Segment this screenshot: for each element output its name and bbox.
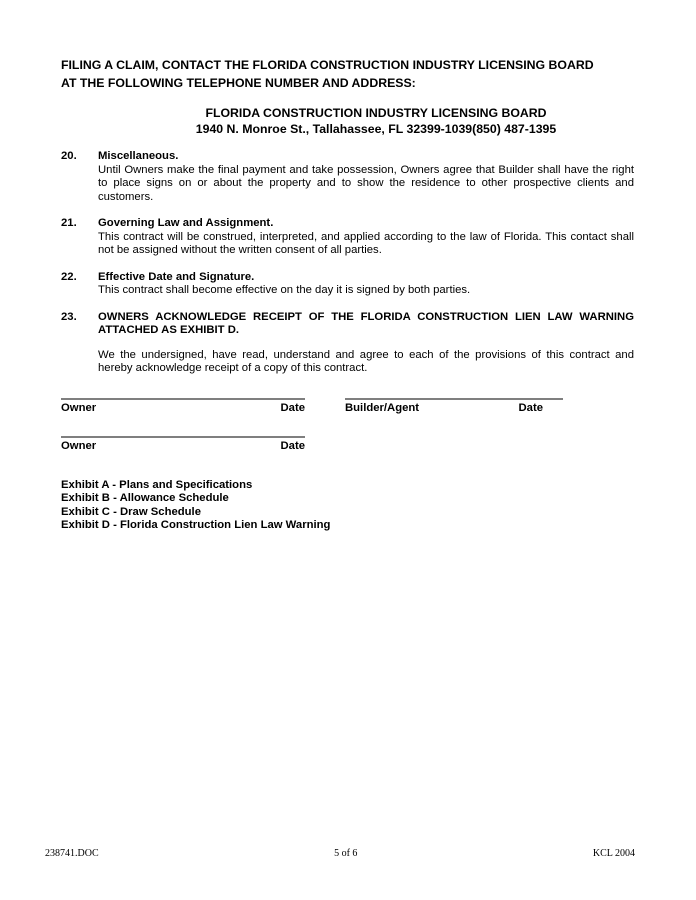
section-title: Effective Date and Signature. — [98, 270, 255, 283]
section-body: This contract shall become effective on the day it is signed by both parties. — [98, 284, 471, 296]
signature-row-2 — [61, 436, 634, 454]
section-text — [98, 311, 634, 338]
owner1-name-label: Owner — [61, 402, 97, 414]
exhibit-item-c: Exhibit C - Draw Schedule — [61, 505, 201, 518]
section-body: Until Owners make the final payment and take possession, Owners agree that Builder shall have the right to place signs on or about the property and to show the residence to other prospective clients and customers. — [98, 163, 634, 203]
owner2-date-label: Date — [280, 440, 305, 452]
section-20 — [61, 150, 634, 204]
licensing-board-block — [118, 106, 634, 137]
exhibit-item-a: Exhibit A - Plans and Specifications — [61, 478, 253, 491]
licensing-board-address: 1940 N. Monroe St., Tallahassee, FL 32399-1039(850) 487-1395 — [195, 121, 557, 136]
builder-signature-field — [345, 398, 563, 416]
owner1-signature-line — [61, 398, 305, 400]
owner2-signature-line — [61, 436, 305, 438]
exhibit-item-d: Exhibit D - Florida Construction Lien Law Warning — [61, 519, 331, 531]
section-text — [98, 150, 634, 204]
section-22 — [61, 271, 634, 298]
owner2-signature-labels — [61, 440, 305, 454]
page-content — [61, 56, 634, 533]
section-number: 20. — [61, 150, 77, 162]
owner2-name-label: Owner — [61, 440, 97, 452]
signature-row-1 — [61, 398, 634, 416]
section-body: This contract will be construed, interpreted, and applied according to the law of Florida. This contact shall not be assigned without the written consent of all parties. — [98, 230, 634, 256]
owner1-signature-field — [61, 398, 305, 416]
warning-heading-line1: FILING A CLAIM, CONTACT THE FLORIDA CONSTRUCTION INDUSTRY LICENSING BOARD — [61, 58, 594, 72]
section-23 — [61, 311, 634, 338]
owner1-date-label: Date — [280, 402, 305, 414]
section-text — [98, 217, 634, 258]
section-title: Governing Law and Assignment. — [98, 217, 274, 229]
exhibit-item-b: Exhibit B - Allowance Schedule — [61, 492, 229, 504]
owner1-signature-labels — [61, 402, 305, 416]
builder-name-label: Builder/Agent — [345, 402, 420, 414]
signature-block — [61, 398, 634, 454]
acknowledgement-paragraph: We the undersigned, have read, understand and agree to each of the provisions of this contract and hereby acknowledge receipt of a copy of this contract. — [98, 348, 634, 374]
warning-heading-line2: AT THE FOLLOWING TELEPHONE NUMBER AND ADDRESS: — [61, 76, 416, 90]
section-text — [98, 271, 634, 298]
section-number: 22. — [61, 270, 77, 283]
exhibit-list — [61, 479, 634, 533]
licensing-board-name: FLORIDA CONSTRUCTION INDUSTRY LICENSING BOARD — [205, 106, 547, 120]
page-footer — [45, 848, 635, 860]
footer-right-mark: KCL 2004 — [592, 848, 635, 859]
section-title: Miscellaneous. — [98, 150, 179, 162]
owner2-signature-field — [61, 436, 305, 454]
warning-heading — [61, 56, 634, 92]
section-number: 21. — [61, 217, 77, 229]
footer-document-name: 238741.DOC — [45, 848, 99, 859]
section-number: 23. — [61, 310, 77, 323]
contract-sections — [61, 150, 634, 338]
section-21 — [61, 217, 634, 258]
footer-page-indicator: 5 of 6 — [334, 848, 358, 859]
builder-signature-line — [345, 398, 563, 400]
section-title: OWNERS ACKNOWLEDGE RECEIPT OF THE FLORIDA CONSTRUCTION LIEN LAW WARNING ATTACHED AS EXHIBIT D. — [98, 310, 634, 336]
builder-date-label: Date — [518, 402, 543, 414]
builder-signature-labels — [345, 402, 563, 416]
